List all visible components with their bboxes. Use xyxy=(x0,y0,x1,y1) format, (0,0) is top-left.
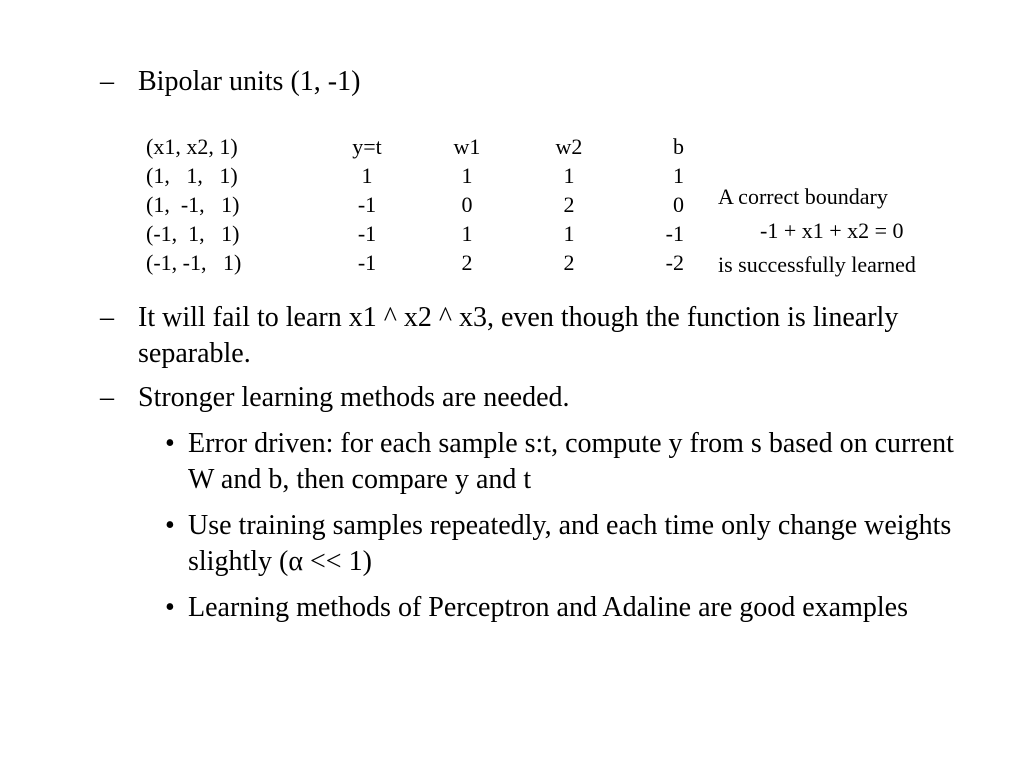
item-stronger-methods xyxy=(100,380,980,416)
table-row xyxy=(146,161,684,190)
cell-w1: 0 xyxy=(461,192,473,217)
table-row xyxy=(146,219,684,248)
header-w2: w2 xyxy=(555,134,583,159)
item-fail-to-learn xyxy=(100,300,980,372)
bullet-marker: • xyxy=(165,592,175,623)
boundary-note xyxy=(718,180,916,282)
cell-b: 1 xyxy=(673,163,684,188)
cell-w1: 1 xyxy=(461,163,473,188)
cell-w2: 2 xyxy=(563,192,575,217)
note-line-3: is successfully learned xyxy=(718,252,916,277)
table-header-row xyxy=(146,132,684,161)
table-row xyxy=(146,190,684,219)
cell-target: -1 xyxy=(357,192,377,217)
cell-input: (1, 1, 1) xyxy=(146,163,238,188)
bullet-text: Error driven: for each sample s:t, compute y from s based on current W and b, then compare y and t xyxy=(188,428,954,495)
training-table xyxy=(146,132,684,277)
cell-target: -1 xyxy=(357,250,377,275)
cell-b: -2 xyxy=(665,250,684,275)
list-item xyxy=(165,426,965,498)
cell-w2: 1 xyxy=(563,221,575,246)
item-text: Bipolar units (1, -1) xyxy=(138,66,361,97)
table-row xyxy=(146,248,684,277)
dash-marker: – xyxy=(100,382,114,413)
cell-w1: 2 xyxy=(461,250,473,275)
cell-input: (1, -1, 1) xyxy=(146,192,240,217)
item-text: Stronger learning methods are needed. xyxy=(138,382,570,413)
sub-bullet-list xyxy=(165,426,965,636)
item-text: It will fail to learn x1 ^ x2 ^ x3, even though the function is linearly separable. xyxy=(138,302,899,369)
note-equation: -1 + x1 + x2 = 0 xyxy=(760,218,904,243)
cell-input: (-1, 1, 1) xyxy=(146,221,240,246)
header-input: (x1, x2, 1) xyxy=(146,134,238,159)
bullet-marker: • xyxy=(165,428,175,459)
cell-target: 1 xyxy=(361,163,373,188)
note-line-1: A correct boundary xyxy=(718,184,888,209)
bullet-marker: • xyxy=(165,510,175,541)
list-item xyxy=(165,508,965,580)
cell-w2: 2 xyxy=(563,250,575,275)
cell-w1: 1 xyxy=(461,221,473,246)
item-bipolar-units xyxy=(100,64,980,100)
header-b: b xyxy=(673,134,684,159)
bullet-text: Use training samples repeatedly, and each time only change weights slightly (α << 1) xyxy=(188,510,952,577)
bullet-text: Learning methods of Perceptron and Adaline are good examples xyxy=(188,592,908,623)
list-item xyxy=(165,590,965,626)
cell-b: 0 xyxy=(673,192,684,217)
cell-input: (-1, -1, 1) xyxy=(146,250,242,275)
dash-marker: – xyxy=(100,66,114,97)
cell-b: -1 xyxy=(665,221,684,246)
header-target: y=t xyxy=(352,134,382,159)
cell-w2: 1 xyxy=(563,163,575,188)
dash-marker: – xyxy=(100,302,114,333)
cell-target: -1 xyxy=(357,221,377,246)
header-w1: w1 xyxy=(453,134,481,159)
